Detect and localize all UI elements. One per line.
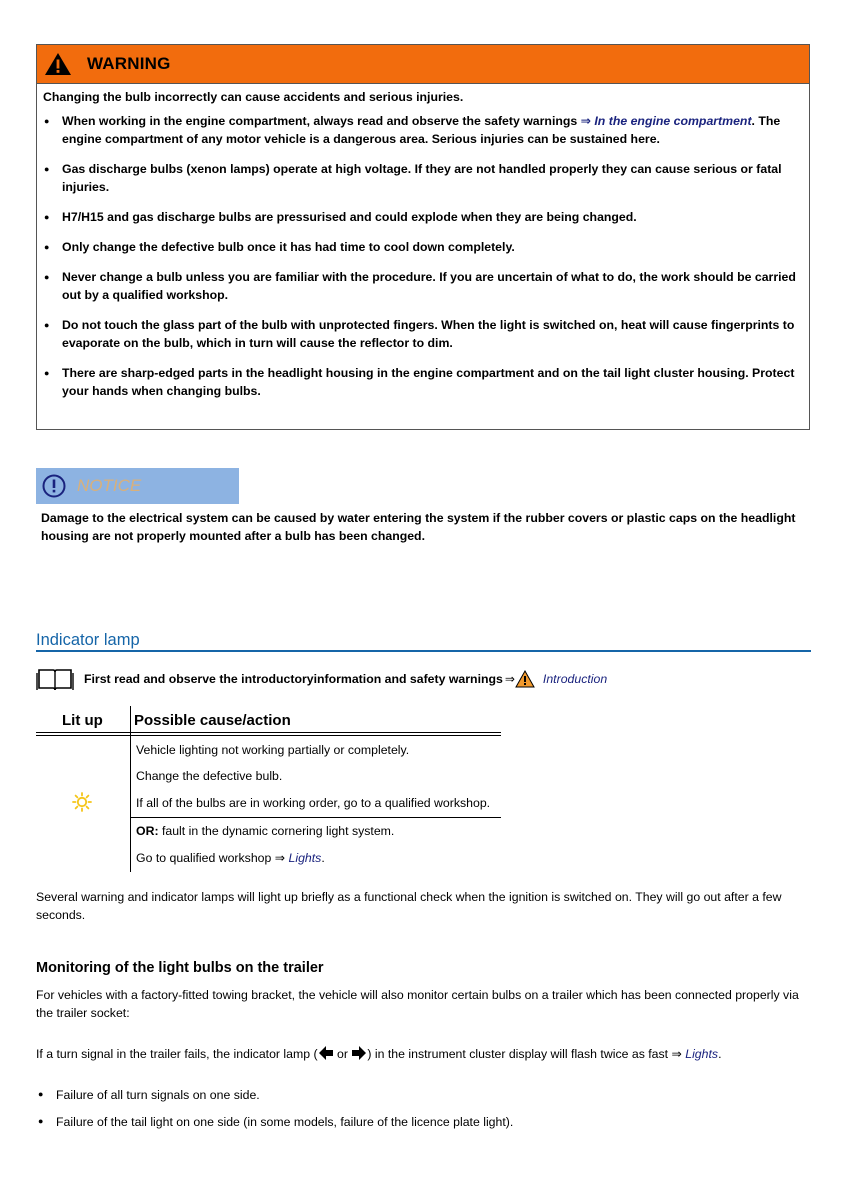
- introduction-link[interactable]: Introduction: [542, 672, 608, 686]
- table-header-rule: [36, 735, 501, 736]
- paragraph-text: If a turn signal in the trailer fails, the indicator lamp (: [36, 1047, 318, 1061]
- warning-item: ● Only change the defective bulb once it has had time to cool down completely.: [37, 238, 807, 256]
- list-item: ● Failure of the tail light on one side (in some models, failure of the licence plate light).: [36, 1115, 513, 1129]
- table-cell: [136, 824, 394, 838]
- table-row-divider: [130, 817, 501, 818]
- intro-row: [36, 665, 607, 693]
- paragraph-text: or: [333, 1047, 352, 1061]
- warning-item: ● There are sharp-edged parts in the headlight housing in the engine compartment and on the tail light cluster housing. Protect your hands when changing bulbs.: [37, 364, 807, 400]
- link-arrow: ⇒: [671, 1047, 682, 1061]
- lights-link[interactable]: Lights: [685, 1047, 719, 1061]
- warning-item: ● Gas discharge bulbs (xenon lamps) operate at high voltage. If they are not handled properly they can cause serious or fatal injuries.: [37, 160, 807, 196]
- warning-item: ● H7/H15 and gas discharge bulbs are pressurised and could explode when they are being changed.: [37, 208, 807, 226]
- notice-header: [36, 468, 239, 504]
- table-cell: If all of the bulbs are in working order, go to a qualified workshop.: [136, 796, 491, 810]
- table-column-divider: [130, 706, 131, 872]
- warning-title: WARNING: [87, 54, 171, 73]
- section-divider: [36, 650, 811, 652]
- engine-compartment-link[interactable]: In the engine compartment: [594, 114, 752, 128]
- warning-box: [36, 44, 810, 430]
- list-item: ● Failure of all turn signals on one side.: [36, 1088, 260, 1102]
- paragraph-text: ) in the instrument cluster display will flash twice as fast: [367, 1047, 672, 1061]
- notice-title: NOTICE: [77, 476, 142, 495]
- turn-signal-right-icon: [351, 1045, 367, 1061]
- bulb-indicator-icon: [72, 792, 92, 812]
- paragraph-text: .: [718, 1047, 722, 1061]
- table-cell-text: fault in the dynamic cornering light system.: [158, 824, 395, 838]
- trailer-paragraph: For vehicles with a factory-fitted towing bracket, the vehicle will also monitor certain bulbs on a trailer which has been connected properly via the trailer socket:: [36, 988, 799, 1020]
- table-cell-text: .: [321, 851, 325, 865]
- column-header-cause: Possible cause/action: [134, 712, 291, 729]
- link-arrow: ⇒: [504, 672, 515, 686]
- subsection-title: Monitoring of the light bulbs on the trailer: [36, 960, 324, 976]
- table-cell-text: Go to qualified workshop: [136, 851, 275, 865]
- warning-item-text: When working in the engine compartment, always read and observe the safety warnings: [62, 114, 581, 128]
- indicator-paragraph: Several warning and indicator lamps will light up briefly as a functional check when the ignition is switched on. They will go out after a few seconds.: [36, 890, 782, 922]
- warning-header: [37, 45, 809, 84]
- warning-item: ● Never change a bulb unless you are familiar with the procedure. If you are uncertain of what to do, the work should be carried out by a qualified workshop.: [37, 268, 807, 304]
- intro-text: First read and observe the introductoryinformation and safety warnings: [84, 672, 503, 686]
- notice-text: Damage to the electrical system can be caused by water entering the system if the rubber covers or plastic caps on the headlight housing are not properly mounted after a bulb has been changed.: [41, 511, 796, 543]
- link-arrow: ⇒: [580, 114, 591, 128]
- warning-intro: Changing the bulb incorrectly can cause accidents and serious injuries.: [43, 90, 464, 104]
- lights-link[interactable]: Lights: [288, 851, 322, 865]
- table-cell: Change the defective bulb.: [136, 769, 283, 783]
- table-header-rule: [36, 732, 501, 733]
- turn-signal-left-icon: [318, 1045, 334, 1061]
- link-arrow: ⇒: [274, 851, 286, 865]
- or-label: OR:: [136, 824, 159, 838]
- section-title: Indicator lamp: [36, 631, 140, 649]
- table-cell: Vehicle lighting not working partially or completely.: [136, 743, 410, 757]
- table-header: [36, 706, 501, 734]
- warning-triangle-icon: [515, 670, 535, 688]
- warning-triangle-icon: [43, 51, 73, 77]
- book-icon: [36, 666, 74, 692]
- warning-list: [37, 112, 807, 412]
- warning-item-text: . The engine compartment of any motor vehicle is a dangerous area. Serious injuries can be sustained here.: [62, 114, 781, 146]
- trailer-paragraph: [36, 1045, 811, 1063]
- table-cell: [136, 851, 325, 865]
- column-header-lit-up: Lit up: [62, 712, 103, 729]
- warning-item: [37, 112, 807, 148]
- notice-exclamation-icon: [41, 473, 67, 499]
- warning-item: ● Do not touch the glass part of the bulb with unprotected fingers. When the light is switched on, heat will cause fingerprints to evaporate on the bulb, which in turn will cause the reflector to dim.: [37, 316, 807, 352]
